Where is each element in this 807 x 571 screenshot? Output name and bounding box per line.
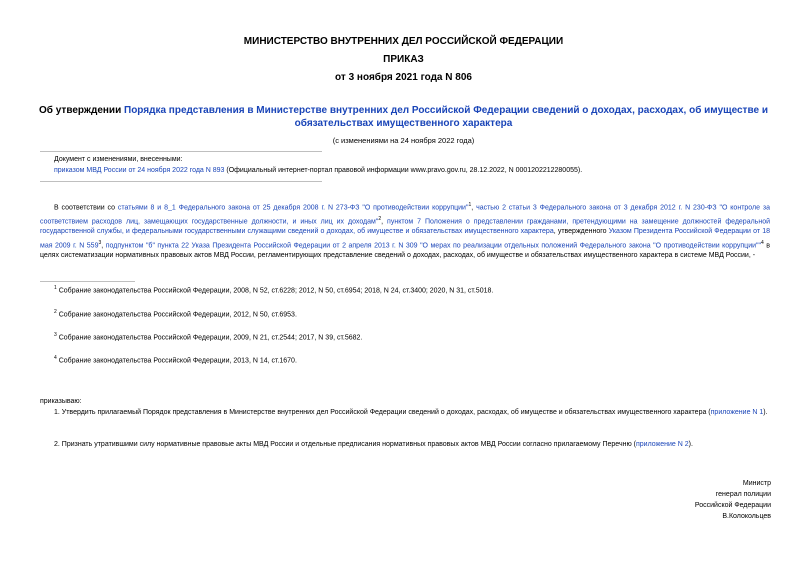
footnote-2-mark: 2	[54, 309, 57, 315]
order-item-1-end: ).	[763, 409, 768, 416]
footnote-1-mark: 1	[54, 285, 57, 291]
order-item-1-text: 1. Утвердить прилагаемый Порядок представления в Министерстве внутренних дел Российской Федерации сведений о доходах, расходах, об имуществе и обязательствах имущественного характера (	[54, 409, 711, 416]
footnote-3	[54, 332, 362, 341]
footnote-4-text: Собрание законодательства Российской Федерации, 2013, N 14, ст.1670.	[58, 357, 297, 365]
footnote-4-mark: 4	[54, 355, 57, 361]
changes-order-link[interactable]: приказом МВД России от 24 ноября 2022 года N 893	[54, 167, 225, 174]
footnote-2	[54, 309, 297, 318]
order-item-2-text: 2. Признать утратившими силу нормативные правовые акты МВД России и отдельные предписания нормативных правовых актов МВД России согласно прилагаемому Перечню (	[54, 441, 636, 448]
changes-label: Документ с изменениями, внесенными:	[54, 156, 183, 163]
order-item-1	[40, 408, 770, 419]
signature-block	[695, 478, 771, 522]
changes-bottom-rule	[40, 181, 322, 182]
signature-rank: генерал полиции	[715, 491, 771, 498]
edition-note: (с изменениями на 24 ноября 2022 года)	[332, 136, 475, 145]
footnote-3-mark: 3	[54, 332, 57, 338]
footnote-2-text: Собрание законодательства Российской Федерации, 2012, N 50, ст.6953.	[58, 311, 297, 319]
footnote-3-text: Собрание законодательства Российской Федерации, 2009, N 21, ст.2544; 2017, N 39, ст.5682.	[58, 334, 363, 342]
preamble-paragraph	[40, 200, 770, 261]
footnote-mark-2: 2	[378, 215, 382, 222]
ministry-heading: МИНИСТЕРСТВО ВНУТРЕННИХ ДЕЛ РОССИЙСКОЙ ФЕДЕРАЦИИ	[243, 36, 564, 47]
preamble-text-5: ,	[101, 241, 106, 249]
appendix-1-link[interactable]: приложение N 1	[710, 409, 764, 416]
preamble-text-2: ,	[471, 204, 477, 212]
preamble-link-law-230[interactable]: частью 2 статьи 3 Федерального закона от 3 декабря 2012 г. N 230-ФЗ "О контроле за соответствием расходов лиц, замещающих государственные должности, и иных лиц их доходам"	[40, 204, 770, 225]
order-intro: приказываю:	[40, 398, 82, 405]
signature-country: Российской Федерации	[694, 502, 771, 509]
footnote-mark-4: 4	[760, 239, 764, 246]
preamble-text-1: В соответствии со	[54, 204, 118, 212]
appendix-2-link[interactable]: приложение N 2	[636, 441, 689, 448]
changes-source	[54, 166, 774, 176]
order-item-2-end: ).	[688, 441, 693, 448]
preamble-link-decree-559[interactable]: Указом Президента Российской Федерации от 18 мая 2009 г. N 559	[40, 228, 770, 249]
signature-name: В.Колокольцев	[722, 513, 771, 520]
signature-position: Министр	[742, 480, 771, 487]
preamble-text-4: , утвержденного	[553, 228, 609, 236]
title-link[interactable]: Порядка представления в Министерстве внутренних дел Российской Федерации сведений о доходах, расходах, об имуществе и обязательствах имущественного характера	[124, 105, 768, 129]
footnote-mark-3: 3	[98, 239, 102, 246]
footnote-4	[54, 355, 297, 364]
footnote-1-text: Собрание законодательства Российской Федерации, 2008, N 52, ст.6228; 2012, N 50, ст.6954; 2018, N 24, ст.3400; 2020, N 31, ст.5018.	[58, 287, 494, 295]
preamble-link-law-273[interactable]: статьями 8 и 8_1 Федерального закона от 25 декабря 2008 г. N 273-ФЗ "О противодействии коррупции"	[117, 204, 469, 212]
order-item-2	[40, 440, 770, 451]
title-prefix: Об утверждении	[39, 105, 124, 116]
changes-rest: (Официальный интернет-портал правовой информации www.pravo.gov.ru, 28.12.2022, N 0001202212280055).	[224, 167, 583, 174]
document-title	[30, 104, 777, 130]
preamble-link-decree-309[interactable]: подпунктом "б" пункта 22 Указа Президента Российской Федерации от 2 апреля 2013 г. N 309 "О мерах по реализации отдельных положений Федерального закона "О противодействии коррупции""	[105, 241, 761, 249]
date-number-heading: от 3 ноября 2021 года N 806	[335, 72, 472, 83]
footnote-mark-1: 1	[468, 202, 472, 208]
doc-type-heading: ПРИКАЗ	[383, 54, 424, 65]
footnote-rule	[40, 281, 135, 282]
preamble-text-3: ,	[381, 217, 388, 225]
preamble-text-6: в целях систематизации нормативных правовых актов МВД России, регламентирующих представление сведений о доходах, расходах, об имуществе и обязательствах имущественного характера в системе МВД России, -	[40, 241, 770, 260]
preamble-link-regulation[interactable]: пунктом 7 Положения о представлении гражданами, претендующими на замещение должностей федеральной государственной службы, и федеральными государственными служащими сведений о доходах, об имуществе и обязательствах имущественного характера	[40, 217, 770, 236]
footnote-1	[54, 285, 493, 294]
changes-top-rule	[40, 151, 322, 152]
